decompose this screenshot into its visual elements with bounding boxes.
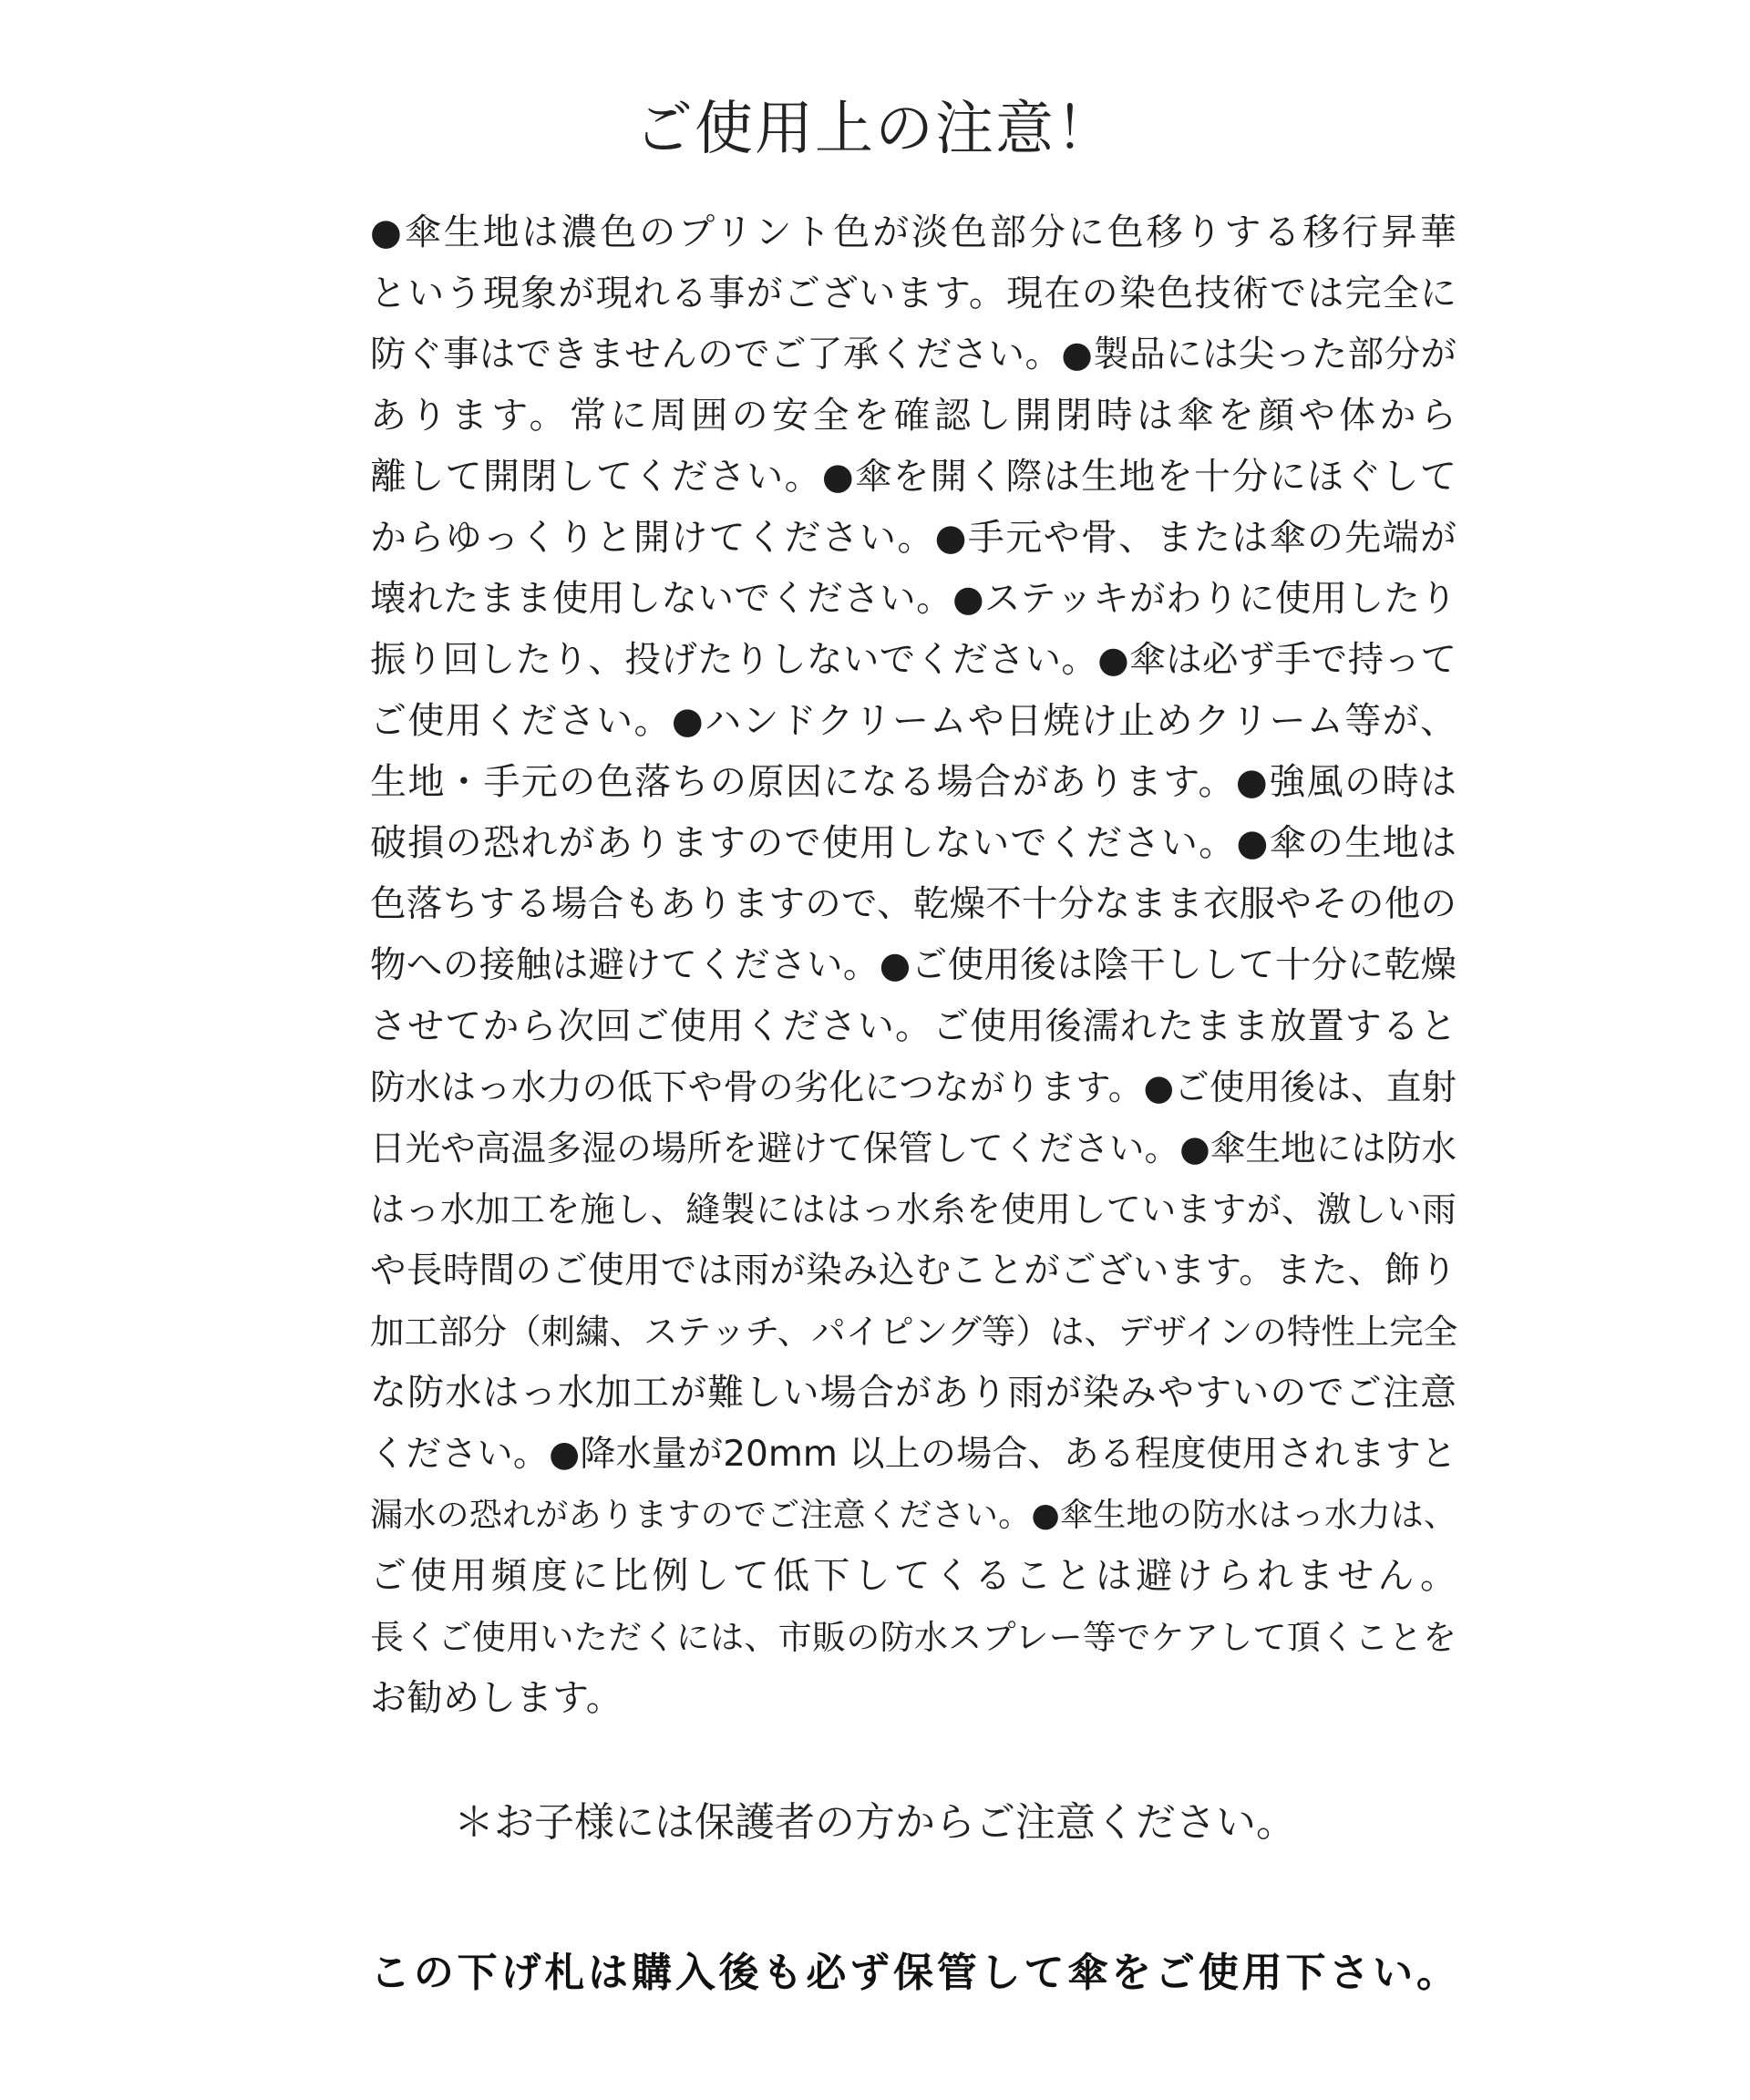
text-line: という現象が現れる事がございます。現在の染色技術では完全に (370, 273, 1457, 314)
text-line: 破損の恐れがありますので使用しないでください。●傘の生地は (370, 822, 1457, 864)
text-line: や長時間のご使用では雨が染み込むことがございます。また、飾り (370, 1250, 1457, 1292)
page-title: ご使用上の注意！ (634, 96, 1116, 163)
text-line: 防ぐ事はできませんのでご了承ください。●製品には尖った部分が (370, 334, 1457, 376)
instructions-body (370, 202, 1457, 1729)
text-line: ご使用ください。●ハンドクリームや日焼け止めクリーム等が、 (370, 700, 1457, 742)
text-line: はっ水加工を施し、縫製にははっ水糸を使用していますが、激しい雨 (370, 1189, 1457, 1230)
text-line: ください。●降水量が20mm 以上の場合、ある程度使用されますと (370, 1434, 1457, 1475)
text-line: 振り回したり、投げたりしないでください。●傘は必ず手で持って (370, 639, 1457, 681)
text-line: ●傘生地は濃色のプリント色が淡色部分に色移りする移行昇華 (370, 211, 1457, 253)
text-line: 漏水の恐れがありますのでご注意ください。●傘生地の防水はっ水力は、 (370, 1497, 1457, 1534)
text-line: 生地・手元の色落ちの原因になる場合があります。●強風の時は (370, 761, 1457, 803)
text-line: あります。常に周囲の安全を確認し開閉時は傘を顔や体から (370, 395, 1457, 437)
text-line: な防水はっ水加工が難しい場合があり雨が染みやすいのでご注意 (370, 1372, 1457, 1414)
text-line: 物への接触は避けてください。●ご使用後は陰干しして十分に乾燥 (370, 944, 1457, 986)
text-line: ご使用頻度に比例して低下してくることは避けられません。 (370, 1555, 1457, 1597)
text-line: 壊れたまま使用しないでください。●ステッキがわりに使用したり (370, 578, 1457, 620)
text-line: させてから次回ご使用ください。ご使用後濡れたまま放置すると (370, 1005, 1457, 1047)
text-line: 防水はっ水力の低下や骨の劣化につながります。●ご使用後は、直射 (370, 1067, 1457, 1108)
child-safety-note: ＊お子様には保護者の方からご注意ください。 (454, 1799, 1296, 1846)
text-line: 色落ちする場合もありますので、乾燥不十分なまま衣服やその他の (370, 883, 1457, 925)
text-line: 日光や高温多湿の場所を避けて保管してください。●傘生地には防水 (370, 1128, 1457, 1169)
text-line: からゆっくりと開けてください。●手元や骨、または傘の先端が (370, 517, 1457, 559)
keep-tag-notice: この下げ札は購入後も必ず保管して傘をご使用下さい。 (370, 1950, 1457, 1996)
text-line: 離して開閉してください。●傘を開く際は生地を十分にほぐして (370, 456, 1457, 498)
text-line: 加工部分（刺繍、ステッチ、パイピング等）は、デザインの特性上完全 (370, 1312, 1458, 1352)
text-line: お勧めします。 (370, 1677, 623, 1719)
text-line: 長くご使用いただくには、市販の防水スプレー等でケアして頂くことを (370, 1618, 1457, 1657)
